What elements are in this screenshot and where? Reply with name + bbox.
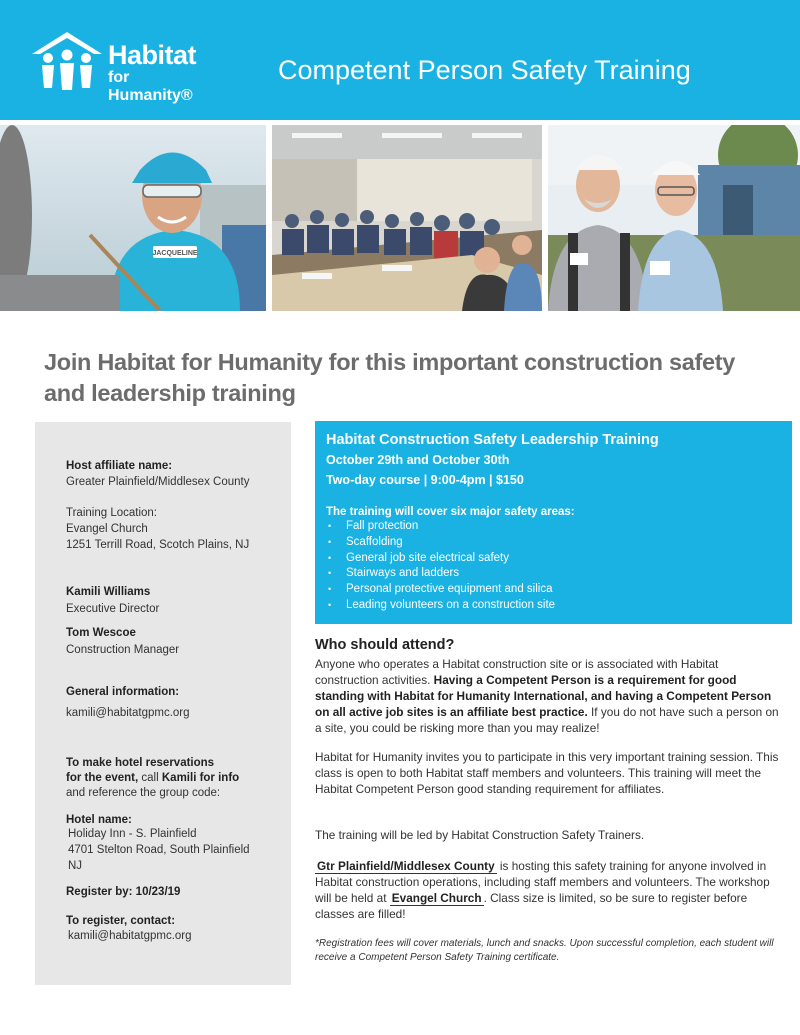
host-affiliate-value: Greater Plainfield/Middlesex County — [66, 476, 250, 488]
course-info-box — [315, 421, 792, 624]
logo-wordmark: Habitat — [108, 40, 197, 70]
headline: Join Habitat for Humanity for this important construction safety and leadership training — [44, 349, 736, 406]
page-title: Competent Person Safety Training — [278, 55, 691, 85]
sidebar-info-panel — [35, 422, 291, 985]
hotel-address-line1: 4701 Stelton Road, South Plainfield — [68, 844, 250, 856]
register-contact-label: To register, contact: — [66, 915, 176, 927]
general-info-email[interactable]: kamili@habitatgpmc.org — [66, 707, 190, 719]
host-affiliate-label: Host affiliate name: — [66, 460, 173, 472]
paragraph-trainers: The training will be led by Habitat Construction Safety Trainers. — [315, 828, 645, 842]
logo-subtext: for Humanity® — [108, 69, 193, 104]
course-topics-intro: The training will cover six major safety areas: — [326, 506, 575, 518]
list-item: • Fall protection — [326, 519, 555, 535]
training-location-label: Training Location: — [66, 507, 157, 519]
hotel-reservation-line2: for the event, call Kamili for info — [66, 772, 240, 784]
list-item: • Leading volunteers on a construction site — [326, 598, 555, 614]
header-banner — [0, 0, 800, 120]
course-details: Two-day course | 9:00-4pm | $150 — [326, 473, 524, 487]
register-by: Register by: 10/23/19 — [66, 886, 181, 898]
photo-strip — [0, 125, 800, 311]
registration-footnote: *Registration fees will cover materials, lunch and snacks. Upon successful completion, each student will receive a Competent Person Safety Training certificate. — [315, 938, 774, 963]
contact2-title: Construction Manager — [66, 644, 180, 656]
course-topics-list — [326, 519, 555, 614]
hosting-location-fill: Evangel Church — [391, 891, 482, 905]
hotel-reservation-line3: and reference the group code: — [66, 787, 221, 799]
hotel-name: Holiday Inn - S. Plainfield — [68, 828, 197, 840]
paragraph-hosting: Gtr Plainfield/Middlesex County is hosting this safety training for anyone involved in Habitat construction operations, including staff members and volunteers. The workshop will be held at Evangel Church . Class size is limited, so be sure to register before classes are filled! — [315, 859, 770, 921]
list-item: • Personal protective equipment and silica — [326, 582, 555, 598]
habitat-logo[interactable] — [28, 28, 218, 104]
contact1-title: Executive Director — [66, 603, 160, 615]
who-should-attend-heading: Who should attend? — [315, 637, 455, 653]
list-item: • General job site electrical safety — [326, 551, 555, 567]
contact1-name: Kamili Williams — [66, 586, 151, 598]
habitat-house-people-icon — [28, 28, 106, 94]
hotel-reservation-line1: To make hotel reservations — [66, 757, 215, 769]
hotel-address-line2: NJ — [68, 860, 83, 872]
contact2-name: Tom Wescoe — [66, 627, 136, 639]
volunteer-name-badge: JACQUELINE — [152, 250, 198, 257]
general-info-label: General information: — [66, 686, 180, 698]
register-email[interactable]: kamili@habitatgpmc.org — [68, 930, 192, 942]
photo-classroom — [272, 125, 542, 311]
paragraph-invitation: Habitat for Humanity invites you to participate in this very important training session. This class is open to both Habitat staff members and volunteers. This training will meet the Habitat Competent Person good standing requirement for affiliates. — [315, 750, 779, 796]
course-title: Habitat Construction Safety Leadership Training — [326, 432, 659, 448]
photo-volunteer-painting — [0, 125, 266, 311]
hotel-name-label: Hotel name: — [66, 814, 132, 826]
training-location-name: Evangel Church — [66, 523, 148, 535]
hosting-affiliate-fill: Gtr Plainfield/Middlesex County — [317, 859, 495, 873]
training-location-address: 1251 Terrill Road, Scotch Plains, NJ — [66, 539, 250, 551]
course-dates: October 29th and October 30th — [326, 453, 510, 467]
paragraph-who-attends: Anyone who operates a Habitat construction site or is associated with Habitat construction activities. Having a Competent Person is a requirement for good standing with Habitat for Humanity International, and having a Competent Person on all active job sites is an affiliate best practice. If you do not have such a person on a site, you could be risking more than you may realize! — [315, 657, 779, 735]
list-item: • Stairways and ladders — [326, 566, 555, 582]
photo-two-volunteers — [548, 125, 800, 311]
list-item: • Scaffolding — [326, 535, 555, 551]
